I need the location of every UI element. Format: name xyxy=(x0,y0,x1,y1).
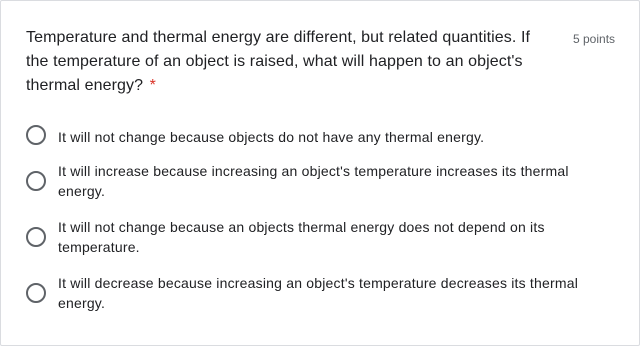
question-header xyxy=(26,26,626,98)
radio-button[interactable] xyxy=(26,283,46,303)
question-text: Temperature and thermal energy are different, but related quantities. If the temperature of an object is raised, what will happen to an object's thermal energy? xyxy=(26,29,531,94)
radio-button[interactable] xyxy=(26,171,46,191)
radio-button[interactable] xyxy=(26,227,46,247)
radio-button[interactable] xyxy=(26,125,46,145)
question-title xyxy=(26,26,551,98)
option-label[interactable]: It will not change because an objects thermal energy does not depend on its temperature. xyxy=(58,219,545,255)
required-asterisk: * xyxy=(149,77,156,94)
option-label[interactable]: It will decrease because increasing an object's temperature decreases its thermal energy. xyxy=(58,275,579,311)
option-label[interactable]: It will not change because objects do not have any thermal energy. xyxy=(58,129,485,145)
option-label[interactable]: It will increase because increasing an object's temperature increases its thermal energy. xyxy=(58,163,569,199)
points-label: 5 points xyxy=(573,32,616,46)
